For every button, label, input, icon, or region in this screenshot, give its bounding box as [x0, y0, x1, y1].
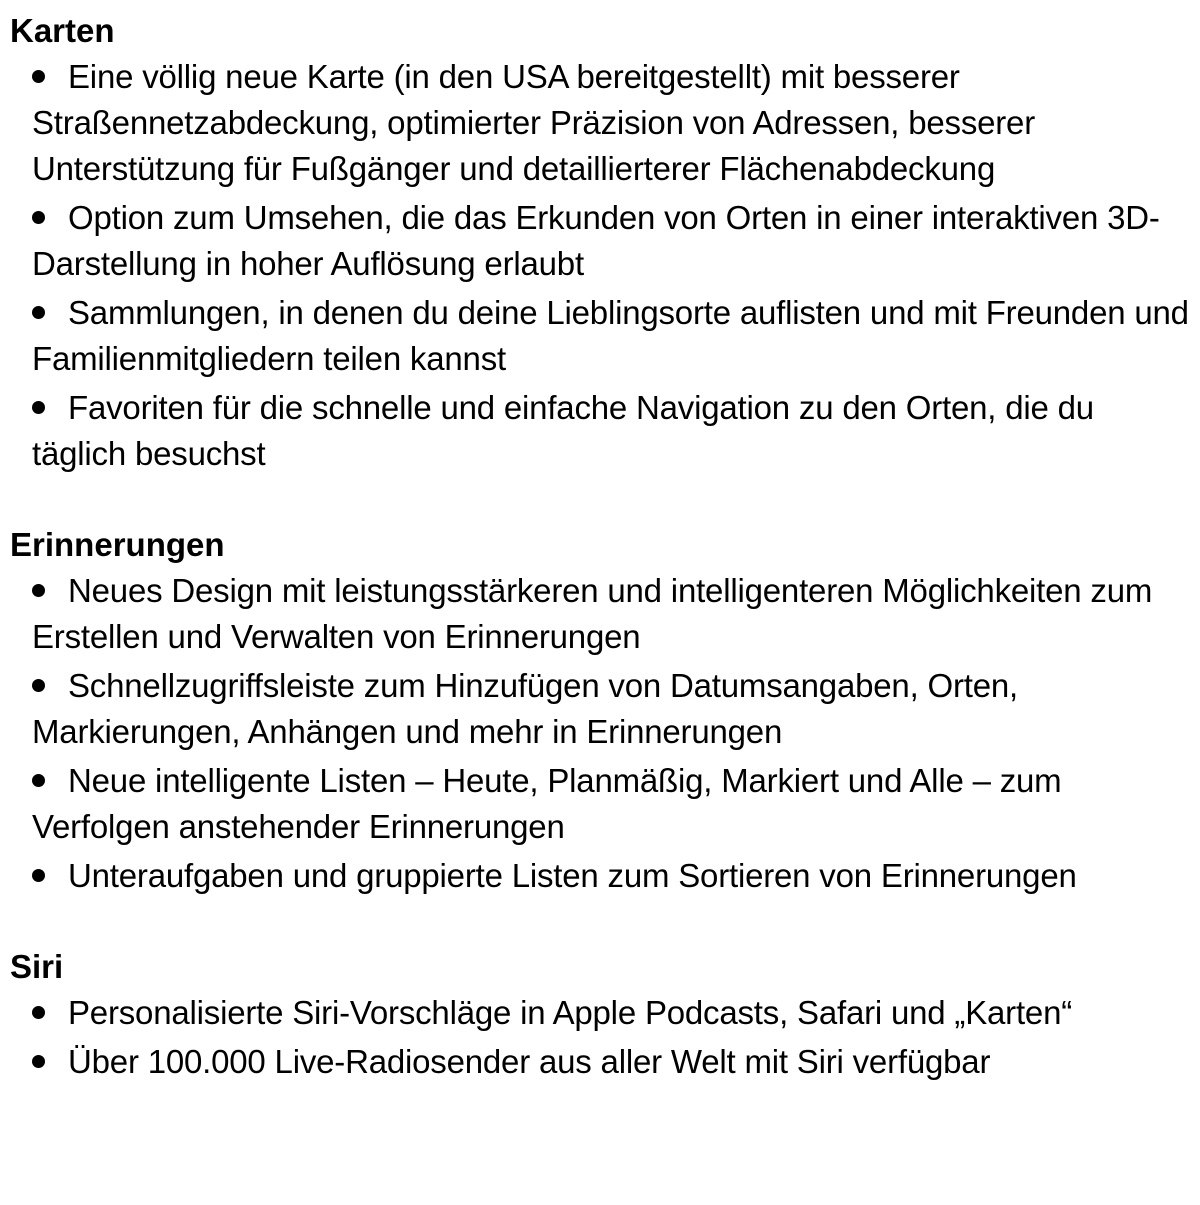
- section-heading: Erinnerungen: [10, 526, 225, 563]
- section-heading: Siri: [10, 948, 64, 985]
- section-heading: Karten: [10, 12, 115, 49]
- list-item: [32, 385, 1190, 477]
- list-item-text: Neue intelligente Listen – Heute, Planmäßig, Markiert und Alle – zum Verfolgen anstehender Erinnerungen: [32, 762, 1062, 845]
- bullet-icon: [32, 1039, 68, 1085]
- list-item-text: Über 100.000 Live-Radiosender aus aller Welt mit Siri verfügbar: [68, 1043, 991, 1080]
- list-item: [32, 663, 1190, 755]
- list-item: [32, 54, 1190, 192]
- bullet-icon: [32, 54, 68, 100]
- section-erinnerungen: [10, 522, 1190, 899]
- list-item-text: Eine völlig neue Karte (in den USA bereitgestellt) mit besserer Straßennetzabdeckung, optimierter Präzision von Adressen, besserer Unterstützung für Fußgänger und detaillierterer Flächenabdeckung: [32, 58, 1036, 187]
- section-karten: [10, 8, 1190, 477]
- bullet-icon: [32, 758, 68, 804]
- list-item: [32, 1039, 1190, 1085]
- bullet-list: [10, 990, 1190, 1085]
- bullet-icon: [32, 290, 68, 336]
- list-item: [32, 568, 1190, 660]
- list-item-text: Favoriten für die schnelle und einfache Navigation zu den Orten, die du täglich besuchst: [32, 389, 1094, 472]
- bullet-list: [10, 568, 1190, 899]
- bullet-icon: [32, 663, 68, 709]
- list-item: [32, 758, 1190, 850]
- bullet-icon: [32, 195, 68, 241]
- bullet-icon: [32, 385, 68, 431]
- list-item-text: Neues Design mit leistungsstärkeren und intelligenteren Möglichkeiten zum Erstellen und Verwalten von Erinnerungen: [32, 572, 1153, 655]
- list-item: [32, 195, 1190, 287]
- list-item-text: Sammlungen, in denen du deine Lieblingsorte auflisten und mit Freunden und Familienmitgliedern teilen kannst: [32, 294, 1189, 377]
- list-item: [32, 853, 1190, 899]
- bullet-icon: [32, 853, 68, 899]
- list-item: [32, 990, 1190, 1036]
- list-item-text: Personalisierte Siri-Vorschläge in Apple Podcasts, Safari und „Karten“: [68, 994, 1073, 1031]
- bullet-icon: [32, 990, 68, 1036]
- list-item-text: Unteraufgaben und gruppierte Listen zum Sortieren von Erinnerungen: [68, 857, 1077, 894]
- section-siri: [10, 944, 1190, 1085]
- bullet-list: [10, 54, 1190, 477]
- list-item-text: Schnellzugriffsleiste zum Hinzufügen von Datumsangaben, Orten, Markierungen, Anhängen und mehr in Erinnerungen: [32, 667, 1019, 750]
- list-item-text: Option zum Umsehen, die das Erkunden von Orten in einer interaktiven 3D-Darstellung in hoher Auflösung erlaubt: [32, 199, 1160, 282]
- bullet-icon: [32, 568, 68, 614]
- list-item: [32, 290, 1190, 382]
